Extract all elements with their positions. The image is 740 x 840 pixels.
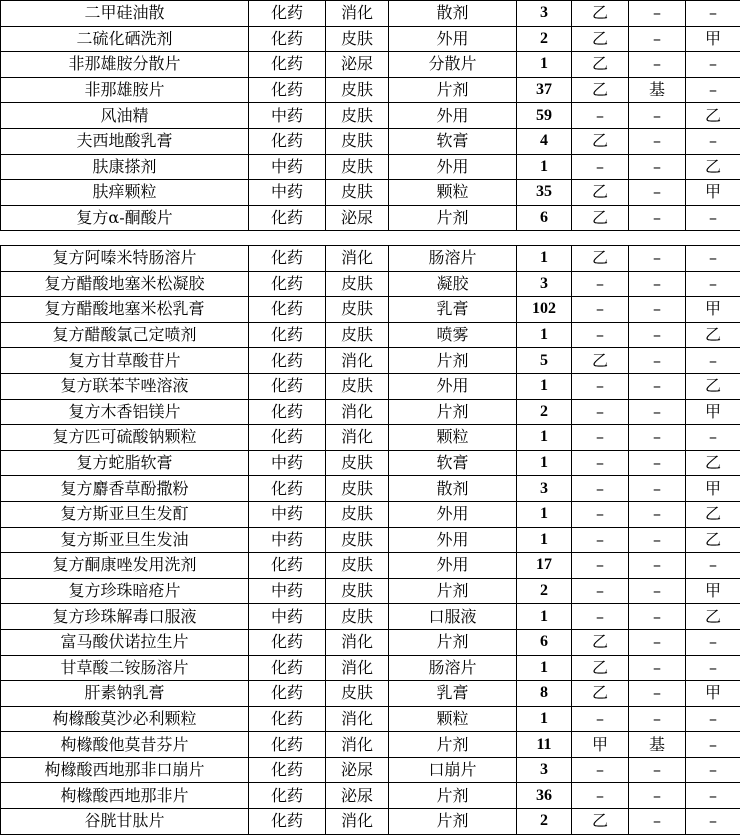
insurance-cell: – (572, 450, 629, 476)
essential-cell: – (629, 205, 686, 231)
insurance-cell: – (572, 271, 629, 297)
system-cell: 皮肤 (326, 26, 389, 52)
drug-name-cell: 复方麝香草酚撒粉 (1, 476, 249, 502)
category-cell: 化药 (249, 655, 326, 681)
essential-cell: – (629, 476, 686, 502)
insurance-cell: – (572, 501, 629, 527)
count-cell: 1 (517, 501, 572, 527)
count-cell: 3 (517, 757, 572, 783)
essential-cell: – (629, 373, 686, 399)
system-cell: 泌尿 (326, 205, 389, 231)
essential-cell: – (629, 103, 686, 129)
drug-name-cell: 复方木香铝镁片 (1, 399, 249, 425)
system-cell: 皮肤 (326, 322, 389, 348)
system-cell: 皮肤 (326, 476, 389, 502)
drug-name-cell: 复方醋酸地塞米松凝胶 (1, 271, 249, 297)
count-cell: 2 (517, 26, 572, 52)
dosage-form-cell: 外用 (389, 103, 517, 129)
count-cell: 36 (517, 783, 572, 809)
table-row (1, 527, 740, 553)
drug-name-cell: 复方甘草酸苷片 (1, 348, 249, 374)
insurance-cell: 乙 (572, 246, 629, 272)
dosage-form-cell: 外用 (389, 373, 517, 399)
system-cell: 皮肤 (326, 450, 389, 476)
category-cell: 化药 (249, 629, 326, 655)
table-row (1, 205, 740, 231)
system-cell: 泌尿 (326, 757, 389, 783)
insurance-cell: 乙 (572, 205, 629, 231)
category-cell: 化药 (249, 706, 326, 732)
insurance-cell: 乙 (572, 1, 629, 27)
table-row (1, 103, 740, 129)
system-cell: 皮肤 (326, 154, 389, 180)
insurance-cell: – (572, 783, 629, 809)
drug-name-cell: 复方斯亚旦生发酊 (1, 501, 249, 527)
otc-cell: – (686, 348, 740, 374)
drug-name-cell: 枸橼酸西地那非片 (1, 783, 249, 809)
essential-cell: – (629, 52, 686, 78)
category-cell: 化药 (249, 399, 326, 425)
category-cell: 化药 (249, 373, 326, 399)
insurance-cell: 乙 (572, 629, 629, 655)
table-row (1, 26, 740, 52)
drug-name-cell: 富马酸伏诺拉生片 (1, 629, 249, 655)
essential-cell: – (629, 271, 686, 297)
insurance-cell: 乙 (572, 655, 629, 681)
otc-cell: 甲 (686, 180, 740, 206)
count-cell: 17 (517, 553, 572, 579)
table-row (1, 578, 740, 604)
system-cell: 消化 (326, 425, 389, 451)
table-row (1, 553, 740, 579)
system-cell: 消化 (326, 246, 389, 272)
insurance-cell: 乙 (572, 348, 629, 374)
otc-cell: – (686, 77, 740, 103)
category-cell: 中药 (249, 604, 326, 630)
count-cell: 37 (517, 77, 572, 103)
drug-name-cell: 复方醋酸氯己定喷剂 (1, 322, 249, 348)
drug-name-cell: 谷胱甘肽片 (1, 809, 249, 835)
table-row (1, 809, 740, 835)
dosage-form-cell: 片剂 (389, 205, 517, 231)
drug-name-cell: 非那雄胺片 (1, 77, 249, 103)
count-cell: 1 (517, 322, 572, 348)
essential-cell: – (629, 450, 686, 476)
category-cell: 化药 (249, 77, 326, 103)
system-cell: 消化 (326, 399, 389, 425)
table-row (1, 1, 740, 27)
drug-name-cell: 复方珍珠暗疮片 (1, 578, 249, 604)
count-cell: 4 (517, 128, 572, 154)
category-cell: 中药 (249, 103, 326, 129)
system-cell: 皮肤 (326, 604, 389, 630)
insurance-cell: – (572, 578, 629, 604)
drug-name-cell: 复方珍珠解毒口服液 (1, 604, 249, 630)
otc-cell: 乙 (686, 501, 740, 527)
count-cell: 35 (517, 180, 572, 206)
otc-cell: – (686, 783, 740, 809)
otc-cell: – (686, 809, 740, 835)
category-cell: 化药 (249, 425, 326, 451)
dosage-form-cell: 凝胶 (389, 271, 517, 297)
count-cell: 1 (517, 604, 572, 630)
dosage-form-cell: 颗粒 (389, 180, 517, 206)
count-cell: 1 (517, 527, 572, 553)
count-cell: 2 (517, 809, 572, 835)
table-row (1, 706, 740, 732)
otc-cell: – (686, 553, 740, 579)
table-row (1, 322, 740, 348)
dosage-form-cell: 乳膏 (389, 297, 517, 323)
otc-cell: 甲 (686, 681, 740, 707)
count-cell: 3 (517, 476, 572, 502)
category-cell: 化药 (249, 246, 326, 272)
category-cell: 化药 (249, 271, 326, 297)
system-cell: 皮肤 (326, 128, 389, 154)
dosage-form-cell: 片剂 (389, 809, 517, 835)
count-cell: 1 (517, 154, 572, 180)
system-cell: 皮肤 (326, 297, 389, 323)
insurance-cell: 乙 (572, 180, 629, 206)
table-row (1, 732, 740, 758)
essential-cell: 基 (629, 77, 686, 103)
table-row (1, 373, 740, 399)
drug-name-cell: 复方α-酮酸片 (1, 205, 249, 231)
category-cell: 化药 (249, 26, 326, 52)
drug-name-cell: 复方蛇脂软膏 (1, 450, 249, 476)
essential-cell: – (629, 425, 686, 451)
count-cell: 1 (517, 450, 572, 476)
dosage-form-cell: 片剂 (389, 783, 517, 809)
essential-cell: – (629, 629, 686, 655)
essential-cell: – (629, 604, 686, 630)
otc-cell: – (686, 757, 740, 783)
table-row (1, 271, 740, 297)
essential-cell: – (629, 809, 686, 835)
otc-cell: 乙 (686, 527, 740, 553)
system-cell: 消化 (326, 348, 389, 374)
dosage-form-cell: 外用 (389, 553, 517, 579)
otc-cell: 乙 (686, 604, 740, 630)
insurance-cell: 乙 (572, 128, 629, 154)
otc-cell: 甲 (686, 578, 740, 604)
dosage-form-cell: 片剂 (389, 77, 517, 103)
drug-name-cell: 复方联苯苄唑溶液 (1, 373, 249, 399)
table-row (1, 757, 740, 783)
insurance-cell: – (572, 322, 629, 348)
table-row (1, 180, 740, 206)
system-cell: 消化 (326, 655, 389, 681)
count-cell: 8 (517, 681, 572, 707)
system-cell: 消化 (326, 1, 389, 27)
table-row (1, 604, 740, 630)
dosage-form-cell: 分散片 (389, 52, 517, 78)
table-row (1, 681, 740, 707)
count-cell: 6 (517, 205, 572, 231)
category-cell: 化药 (249, 348, 326, 374)
essential-cell: – (629, 297, 686, 323)
otc-cell: – (686, 128, 740, 154)
otc-cell: – (686, 205, 740, 231)
dosage-form-cell: 颗粒 (389, 425, 517, 451)
essential-cell: – (629, 578, 686, 604)
insurance-cell: 乙 (572, 26, 629, 52)
category-cell: 化药 (249, 757, 326, 783)
system-cell: 皮肤 (326, 373, 389, 399)
system-cell: 消化 (326, 732, 389, 758)
insurance-cell: – (572, 399, 629, 425)
essential-cell: – (629, 348, 686, 374)
essential-cell: – (629, 1, 686, 27)
otc-cell: 甲 (686, 399, 740, 425)
dosage-form-cell: 外用 (389, 527, 517, 553)
count-cell: 1 (517, 52, 572, 78)
otc-cell: 乙 (686, 103, 740, 129)
otc-cell: – (686, 629, 740, 655)
table-row (1, 52, 740, 78)
table-row (1, 399, 740, 425)
dosage-form-cell: 片剂 (389, 348, 517, 374)
dosage-form-cell: 外用 (389, 154, 517, 180)
system-cell: 皮肤 (326, 180, 389, 206)
dosage-form-cell: 颗粒 (389, 706, 517, 732)
insurance-cell: 乙 (572, 52, 629, 78)
essential-cell: – (629, 655, 686, 681)
system-cell: 皮肤 (326, 501, 389, 527)
insurance-cell: – (572, 706, 629, 732)
insurance-cell: 乙 (572, 681, 629, 707)
system-cell: 皮肤 (326, 77, 389, 103)
category-cell: 化药 (249, 553, 326, 579)
insurance-cell: – (572, 425, 629, 451)
dosage-form-cell: 外用 (389, 501, 517, 527)
table-row (1, 297, 740, 323)
otc-cell: 乙 (686, 373, 740, 399)
drug-name-cell: 肝素钠乳膏 (1, 681, 249, 707)
category-cell: 中药 (249, 154, 326, 180)
otc-cell: 乙 (686, 154, 740, 180)
table-row (1, 246, 740, 272)
insurance-cell: – (572, 604, 629, 630)
dosage-form-cell: 肠溶片 (389, 655, 517, 681)
drug-name-cell: 甘草酸二铵肠溶片 (1, 655, 249, 681)
table-row (1, 450, 740, 476)
dosage-form-cell: 软膏 (389, 128, 517, 154)
otc-cell: – (686, 706, 740, 732)
category-cell: 中药 (249, 450, 326, 476)
category-cell: 化药 (249, 1, 326, 27)
dosage-form-cell: 喷雾 (389, 322, 517, 348)
category-cell: 化药 (249, 322, 326, 348)
otc-cell: – (686, 732, 740, 758)
category-cell: 化药 (249, 476, 326, 502)
category-cell: 化药 (249, 128, 326, 154)
essential-cell: – (629, 757, 686, 783)
system-cell: 泌尿 (326, 783, 389, 809)
count-cell: 59 (517, 103, 572, 129)
system-cell: 皮肤 (326, 553, 389, 579)
otc-cell: – (686, 271, 740, 297)
category-cell: 中药 (249, 180, 326, 206)
insurance-cell: – (572, 103, 629, 129)
count-cell: 2 (517, 399, 572, 425)
dosage-form-cell: 散剂 (389, 1, 517, 27)
essential-cell: – (629, 553, 686, 579)
drug-table-part-1 (0, 0, 740, 231)
essential-cell: – (629, 501, 686, 527)
essential-cell: – (629, 681, 686, 707)
drug-table-part-2 (0, 245, 740, 835)
category-cell: 化药 (249, 783, 326, 809)
essential-cell: – (629, 322, 686, 348)
dosage-form-cell: 片剂 (389, 732, 517, 758)
drug-name-cell: 肤痒颗粒 (1, 180, 249, 206)
table-row (1, 128, 740, 154)
category-cell: 化药 (249, 732, 326, 758)
table-row (1, 476, 740, 502)
otc-cell: 甲 (686, 26, 740, 52)
table-row (1, 655, 740, 681)
drug-name-cell: 复方斯亚旦生发油 (1, 527, 249, 553)
essential-cell: – (629, 783, 686, 809)
essential-cell: – (629, 706, 686, 732)
count-cell: 6 (517, 629, 572, 655)
insurance-cell: – (572, 297, 629, 323)
essential-cell: – (629, 246, 686, 272)
otc-cell: – (686, 246, 740, 272)
category-cell: 中药 (249, 578, 326, 604)
table-row (1, 501, 740, 527)
drug-name-cell: 二硫化硒洗剂 (1, 26, 249, 52)
category-cell: 化药 (249, 297, 326, 323)
category-cell: 化药 (249, 52, 326, 78)
essential-cell: – (629, 128, 686, 154)
drug-name-cell: 肤康搽剂 (1, 154, 249, 180)
table-row (1, 783, 740, 809)
drug-name-cell: 复方阿嗪米特肠溶片 (1, 246, 249, 272)
essential-cell: 基 (629, 732, 686, 758)
system-cell: 皮肤 (326, 527, 389, 553)
otc-cell: 甲 (686, 297, 740, 323)
count-cell: 1 (517, 655, 572, 681)
category-cell: 中药 (249, 501, 326, 527)
system-cell: 皮肤 (326, 271, 389, 297)
dosage-form-cell: 外用 (389, 26, 517, 52)
table-row (1, 154, 740, 180)
drug-name-cell: 夫西地酸乳膏 (1, 128, 249, 154)
table-row (1, 77, 740, 103)
dosage-form-cell: 片剂 (389, 399, 517, 425)
page-break-gap (0, 234, 740, 244)
drug-name-cell: 复方酮康唑发用洗剂 (1, 553, 249, 579)
essential-cell: – (629, 180, 686, 206)
category-cell: 中药 (249, 527, 326, 553)
drug-name-cell: 枸橼酸他莫昔芬片 (1, 732, 249, 758)
system-cell: 消化 (326, 706, 389, 732)
drug-name-cell: 风油精 (1, 103, 249, 129)
otc-cell: 甲 (686, 476, 740, 502)
otc-cell: – (686, 52, 740, 78)
dosage-form-cell: 乳膏 (389, 681, 517, 707)
dosage-form-cell: 片剂 (389, 629, 517, 655)
table-row (1, 425, 740, 451)
dosage-form-cell: 软膏 (389, 450, 517, 476)
category-cell: 化药 (249, 681, 326, 707)
insurance-cell: 甲 (572, 732, 629, 758)
dosage-form-cell: 肠溶片 (389, 246, 517, 272)
otc-cell: – (686, 1, 740, 27)
system-cell: 泌尿 (326, 52, 389, 78)
count-cell: 1 (517, 706, 572, 732)
essential-cell: – (629, 154, 686, 180)
count-cell: 1 (517, 425, 572, 451)
dosage-form-cell: 口崩片 (389, 757, 517, 783)
count-cell: 3 (517, 271, 572, 297)
essential-cell: – (629, 26, 686, 52)
system-cell: 消化 (326, 629, 389, 655)
otc-cell: 乙 (686, 450, 740, 476)
drug-name-cell: 二甲硅油散 (1, 1, 249, 27)
count-cell: 3 (517, 1, 572, 27)
essential-cell: – (629, 399, 686, 425)
insurance-cell: – (572, 757, 629, 783)
insurance-cell: – (572, 154, 629, 180)
count-cell: 11 (517, 732, 572, 758)
system-cell: 皮肤 (326, 578, 389, 604)
drug-name-cell: 复方醋酸地塞米松乳膏 (1, 297, 249, 323)
insurance-cell: – (572, 476, 629, 502)
system-cell: 皮肤 (326, 681, 389, 707)
otc-cell: – (686, 425, 740, 451)
insurance-cell: 乙 (572, 77, 629, 103)
count-cell: 1 (517, 246, 572, 272)
count-cell: 102 (517, 297, 572, 323)
system-cell: 皮肤 (326, 103, 389, 129)
count-cell: 5 (517, 348, 572, 374)
insurance-cell: – (572, 373, 629, 399)
insurance-cell: 乙 (572, 809, 629, 835)
count-cell: 2 (517, 578, 572, 604)
drug-name-cell: 枸橼酸西地那非口崩片 (1, 757, 249, 783)
table-row (1, 629, 740, 655)
otc-cell: 乙 (686, 322, 740, 348)
category-cell: 化药 (249, 205, 326, 231)
count-cell: 1 (517, 373, 572, 399)
otc-cell: – (686, 655, 740, 681)
dosage-form-cell: 散剂 (389, 476, 517, 502)
essential-cell: – (629, 527, 686, 553)
table-row (1, 348, 740, 374)
drug-name-cell: 枸橼酸莫沙必利颗粒 (1, 706, 249, 732)
insurance-cell: – (572, 553, 629, 579)
dosage-form-cell: 片剂 (389, 578, 517, 604)
category-cell: 化药 (249, 809, 326, 835)
drug-name-cell: 复方匹可硫酸钠颗粒 (1, 425, 249, 451)
drug-name-cell: 非那雄胺分散片 (1, 52, 249, 78)
system-cell: 消化 (326, 809, 389, 835)
dosage-form-cell: 口服液 (389, 604, 517, 630)
insurance-cell: – (572, 527, 629, 553)
